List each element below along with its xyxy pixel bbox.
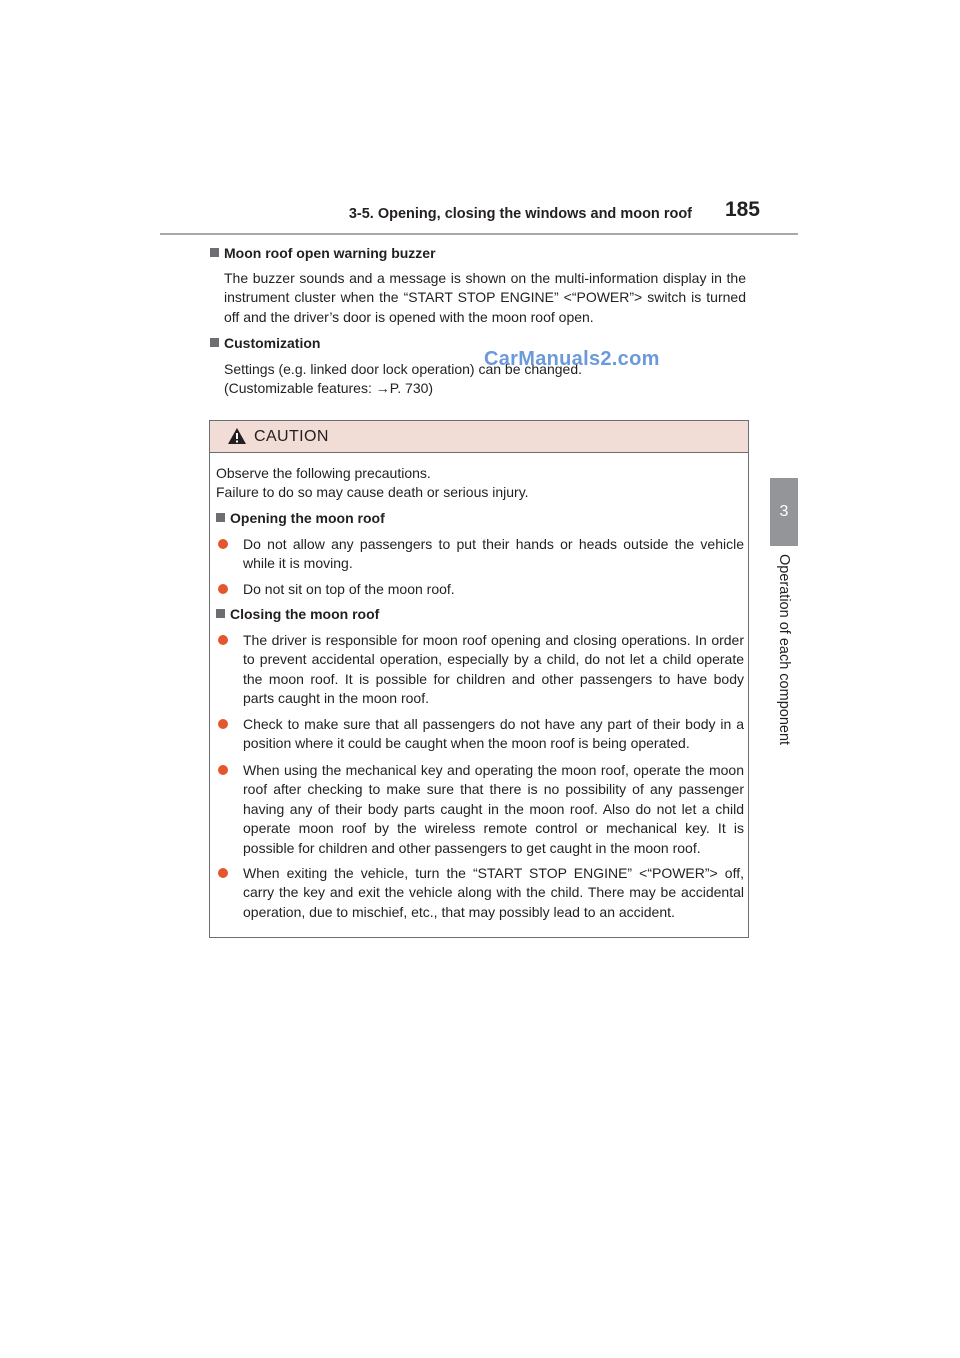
bullet-dot-icon — [218, 868, 228, 878]
caution-group-heading: Closing the moon roof — [216, 606, 379, 622]
caution-bullet: When exiting the vehicle, turn the “START STOP ENGINE” <“POWER”> off, carry the key and exit the vehicle along with the child. There may be accidental operation, due to mischief, etc., that may possibly lead to an accident. — [216, 864, 744, 922]
section-body: The buzzer sounds and a message is shown on the multi-information display in the instrument cluster when the “START STOP ENGINE” <“POWER”> switch is turned off and the driver’s door is opened with the moon roof open. — [224, 270, 746, 325]
caution-box — [209, 420, 749, 938]
section-title: 3-5. Opening, closing the windows and moon roof — [348, 206, 692, 222]
watermark: CarManuals2.com — [484, 348, 660, 370]
header-divider — [160, 233, 798, 235]
chapter-label: Operation of each component — [776, 554, 792, 746]
bullet-dot-icon — [218, 539, 228, 549]
bullet-dot-icon — [218, 719, 228, 729]
bullet-dot-icon — [218, 765, 228, 775]
intro-line: Observe the following precautions. — [216, 465, 431, 481]
intro-line: Failure to do so may cause death or serious injury. — [216, 484, 529, 501]
caution-intro — [216, 464, 743, 503]
chapter-tab: 3 — [770, 478, 798, 546]
caution-group-heading: Opening the moon roof — [216, 510, 385, 526]
section-heading: Moon roof open warning buzzer — [210, 245, 436, 261]
square-bullet-icon — [216, 609, 225, 618]
bullet-dot-icon — [218, 635, 228, 645]
warning-icon — [227, 427, 247, 445]
body-line: Settings (e.g. linked door lock operation) can be changed. — [224, 361, 583, 377]
caution-bullet: Check to make sure that all passengers do not have any part of their body in a position where it could be caught when the moon roof is being operated. — [216, 715, 744, 754]
caution-bullet: Do not allow any passengers to put their hands or heads outside the vehicle while it is moving. — [216, 535, 744, 574]
square-bullet-icon — [216, 513, 225, 522]
caution-bullet: When using the mechanical key and operating the moon roof, operate the moon roof after checking to make sure that there is no possibility of any passenger having any of their body parts caught in the moon roof. Also do not let a child operate moon roof by the wireless remote control or mechanical key. It is possible for children and other passengers to get caught in the moon roof. — [216, 761, 744, 858]
body-line: (Customizable features: →P. 730) — [224, 380, 434, 397]
square-bullet-icon — [210, 338, 219, 347]
caution-title: CAUTION — [254, 428, 329, 445]
caution-header — [210, 421, 748, 453]
caution-bullet: Do not sit on top of the moon roof. — [216, 580, 744, 599]
page-number: 185 — [724, 198, 760, 221]
bullet-dot-icon — [218, 584, 228, 594]
caution-bullet: The driver is responsible for moon roof opening and closing operations. In order to prevent accidental operation, especially by a child, do not let a child operate the moon roof. It is possible for children and other passengers to have body parts caught in the moon roof. — [216, 631, 744, 709]
square-bullet-icon — [210, 248, 219, 257]
section-heading: Customization — [210, 335, 320, 351]
